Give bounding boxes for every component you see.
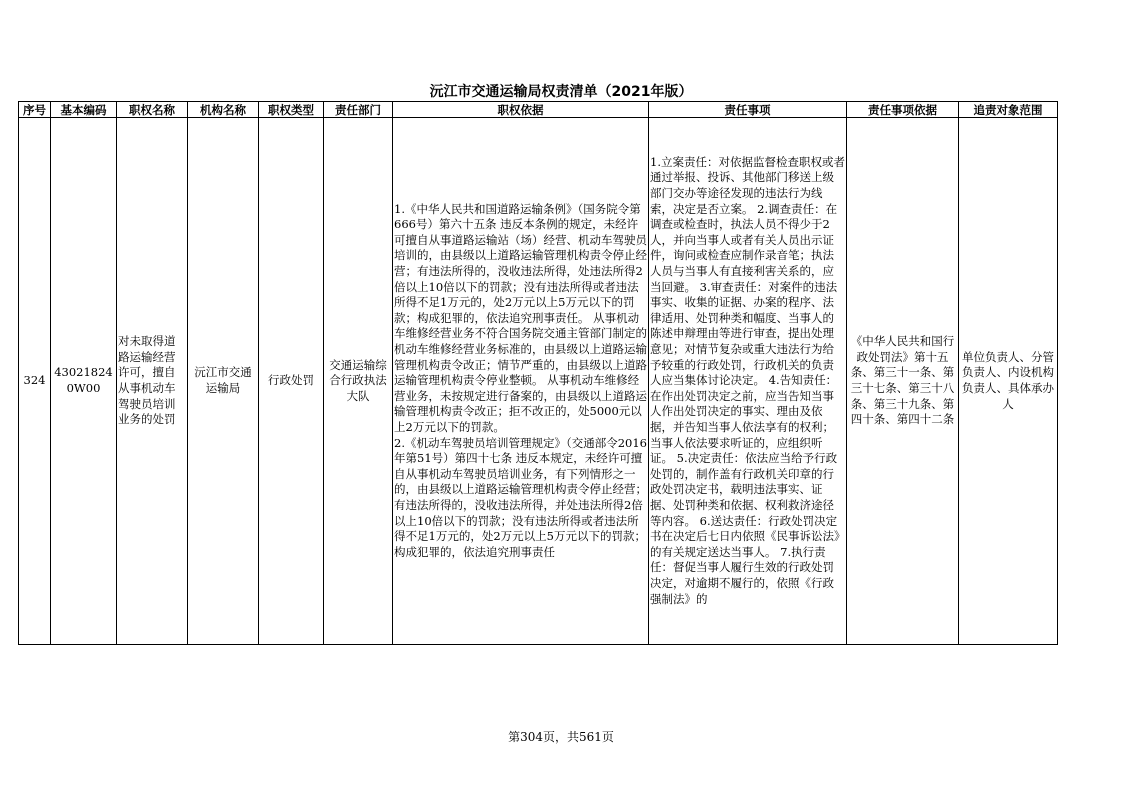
header-power-name: 职权名称 <box>117 102 188 118</box>
cell-power-type: 行政处罚 <box>259 118 324 645</box>
page-number: 第304页，共561页 <box>508 730 614 744</box>
header-power-type: 职权类型 <box>259 102 324 118</box>
header-seq: 序号 <box>19 102 51 118</box>
cell-duties: 1.立案责任：对依据监督检查职权或者通过举报、投诉、其他部门移送上级部门交办等途径发现的违法行为线索，决定是否立案。 2.调查责任：在调查或检查时，执法人员不得少于2人，并向当事人或者有关人员出示证件，询问或检查应制作录音笔；执法人员与当事人有直接利害关系的，应当回避。 3.审查责任：对案件的违法事实、收集的证据、办案的程序、法律适用、处罚种类和幅度、当事人的陈述申辩理由等进行审查，提出处理意见；对情节复杂或重大违法行为给予较重的行政处罚，行政机关的负责人应当集体讨论决定。 4.告知责任：在作出处罚决定之前，应当告知当事人作出处罚决定的事实、理由及依据，并告知当事人依法享有的权利；当事人依法要求听证的，应组织听证。 5.决定责任：依法应当给予行政处罚的，制作盖有行政机关印章的行政处罚决定书，载明违法事实、证据、处罚种类和依据、权利救济途径等内容。 6.送达责任：行政处罚决定书在决定后七日内依照《民事诉讼法》的有关规定送达当事人。 7.执行责任：督促当事人履行生效的行政处罚决定，对逾期不履行的，依照《行政强制法》的 <box>649 118 847 645</box>
cell-duty-basis: 《中华人民共和国行政处罚法》第十五条、第三十一条、第三十七条、第三十八条、第三十九条、第四十条、第四十二条 <box>847 118 959 645</box>
header-duties: 责任事项 <box>649 102 847 118</box>
page-title: 沅江市交通运输局权责清单（2021年版） <box>429 84 693 100</box>
header-basis: 职权依据 <box>393 102 649 118</box>
cell-seq: 324 <box>19 118 51 645</box>
header-duty-basis: 责任事项依据 <box>847 102 959 118</box>
table-header-row <box>19 102 1058 118</box>
header-code: 基本编码 <box>51 102 117 118</box>
header-org: 机构名称 <box>188 102 259 118</box>
cell-org: 沅江市交通运输局 <box>188 118 259 645</box>
cell-power-name: 对未取得道路运输经营许可，擅自从事机动车驾驶员培训业务的处罚 <box>117 118 188 645</box>
cell-basis: 1.《中华人民共和国道路运输条例》（国务院令第666号）第六十五条 违反本条例的规定，未经许可擅自从事道路运输站（场）经营、机动车驾驶员培训的，由县级以上道路运输管理机构责令停止经营；有违法所得的，没收违法所得，处违法所得2倍以上10倍以下的罚款；没有违法所得或者违法所得不足1万元的，处2万元以上5万元以下的罚款；构成犯罪的，依法追究刑事责任。 从事机动车维修经营业务不符合国务院交通主管部门制定的机动车维修经营业务标准的，由县级以上道路运输管理机构责令改正；情节严重的，由县级以上道路运输管理机构责令停业整顿。 从事机动车维修经营业务，未按规定进行备案的，由县级以上道路运输管理机构责令改正；拒不改正的，处5000元以上2万元以下的罚款。 2.《机动车驾驶员培训管理规定》（交通部令2016年第51号）第四十七条 违反本规定，未经许可擅自从事机动车驾驶员培训业务，有下列情形之一的，由县级以上道路运输管理机构责令停止经营；有违法所得的，没收违法所得，并处违法所得2倍以上10倍以下的罚款；没有违法所得或者违法所得不足1万元的，处2万元以上5万元以下的罚款；构成犯罪的，依法追究刑事责任 <box>393 118 649 645</box>
cell-code: 430218240W00 <box>51 118 117 645</box>
cell-department: 交通运输综合行政执法大队 <box>324 118 393 645</box>
power-list-table <box>18 101 1058 645</box>
header-accountability: 追责对象范围 <box>959 102 1058 118</box>
cell-accountability: 单位负责人、分管负责人、内设机构负责人、具体承办人 <box>959 118 1058 645</box>
table-row <box>19 118 1058 645</box>
header-department: 责任部门 <box>324 102 393 118</box>
